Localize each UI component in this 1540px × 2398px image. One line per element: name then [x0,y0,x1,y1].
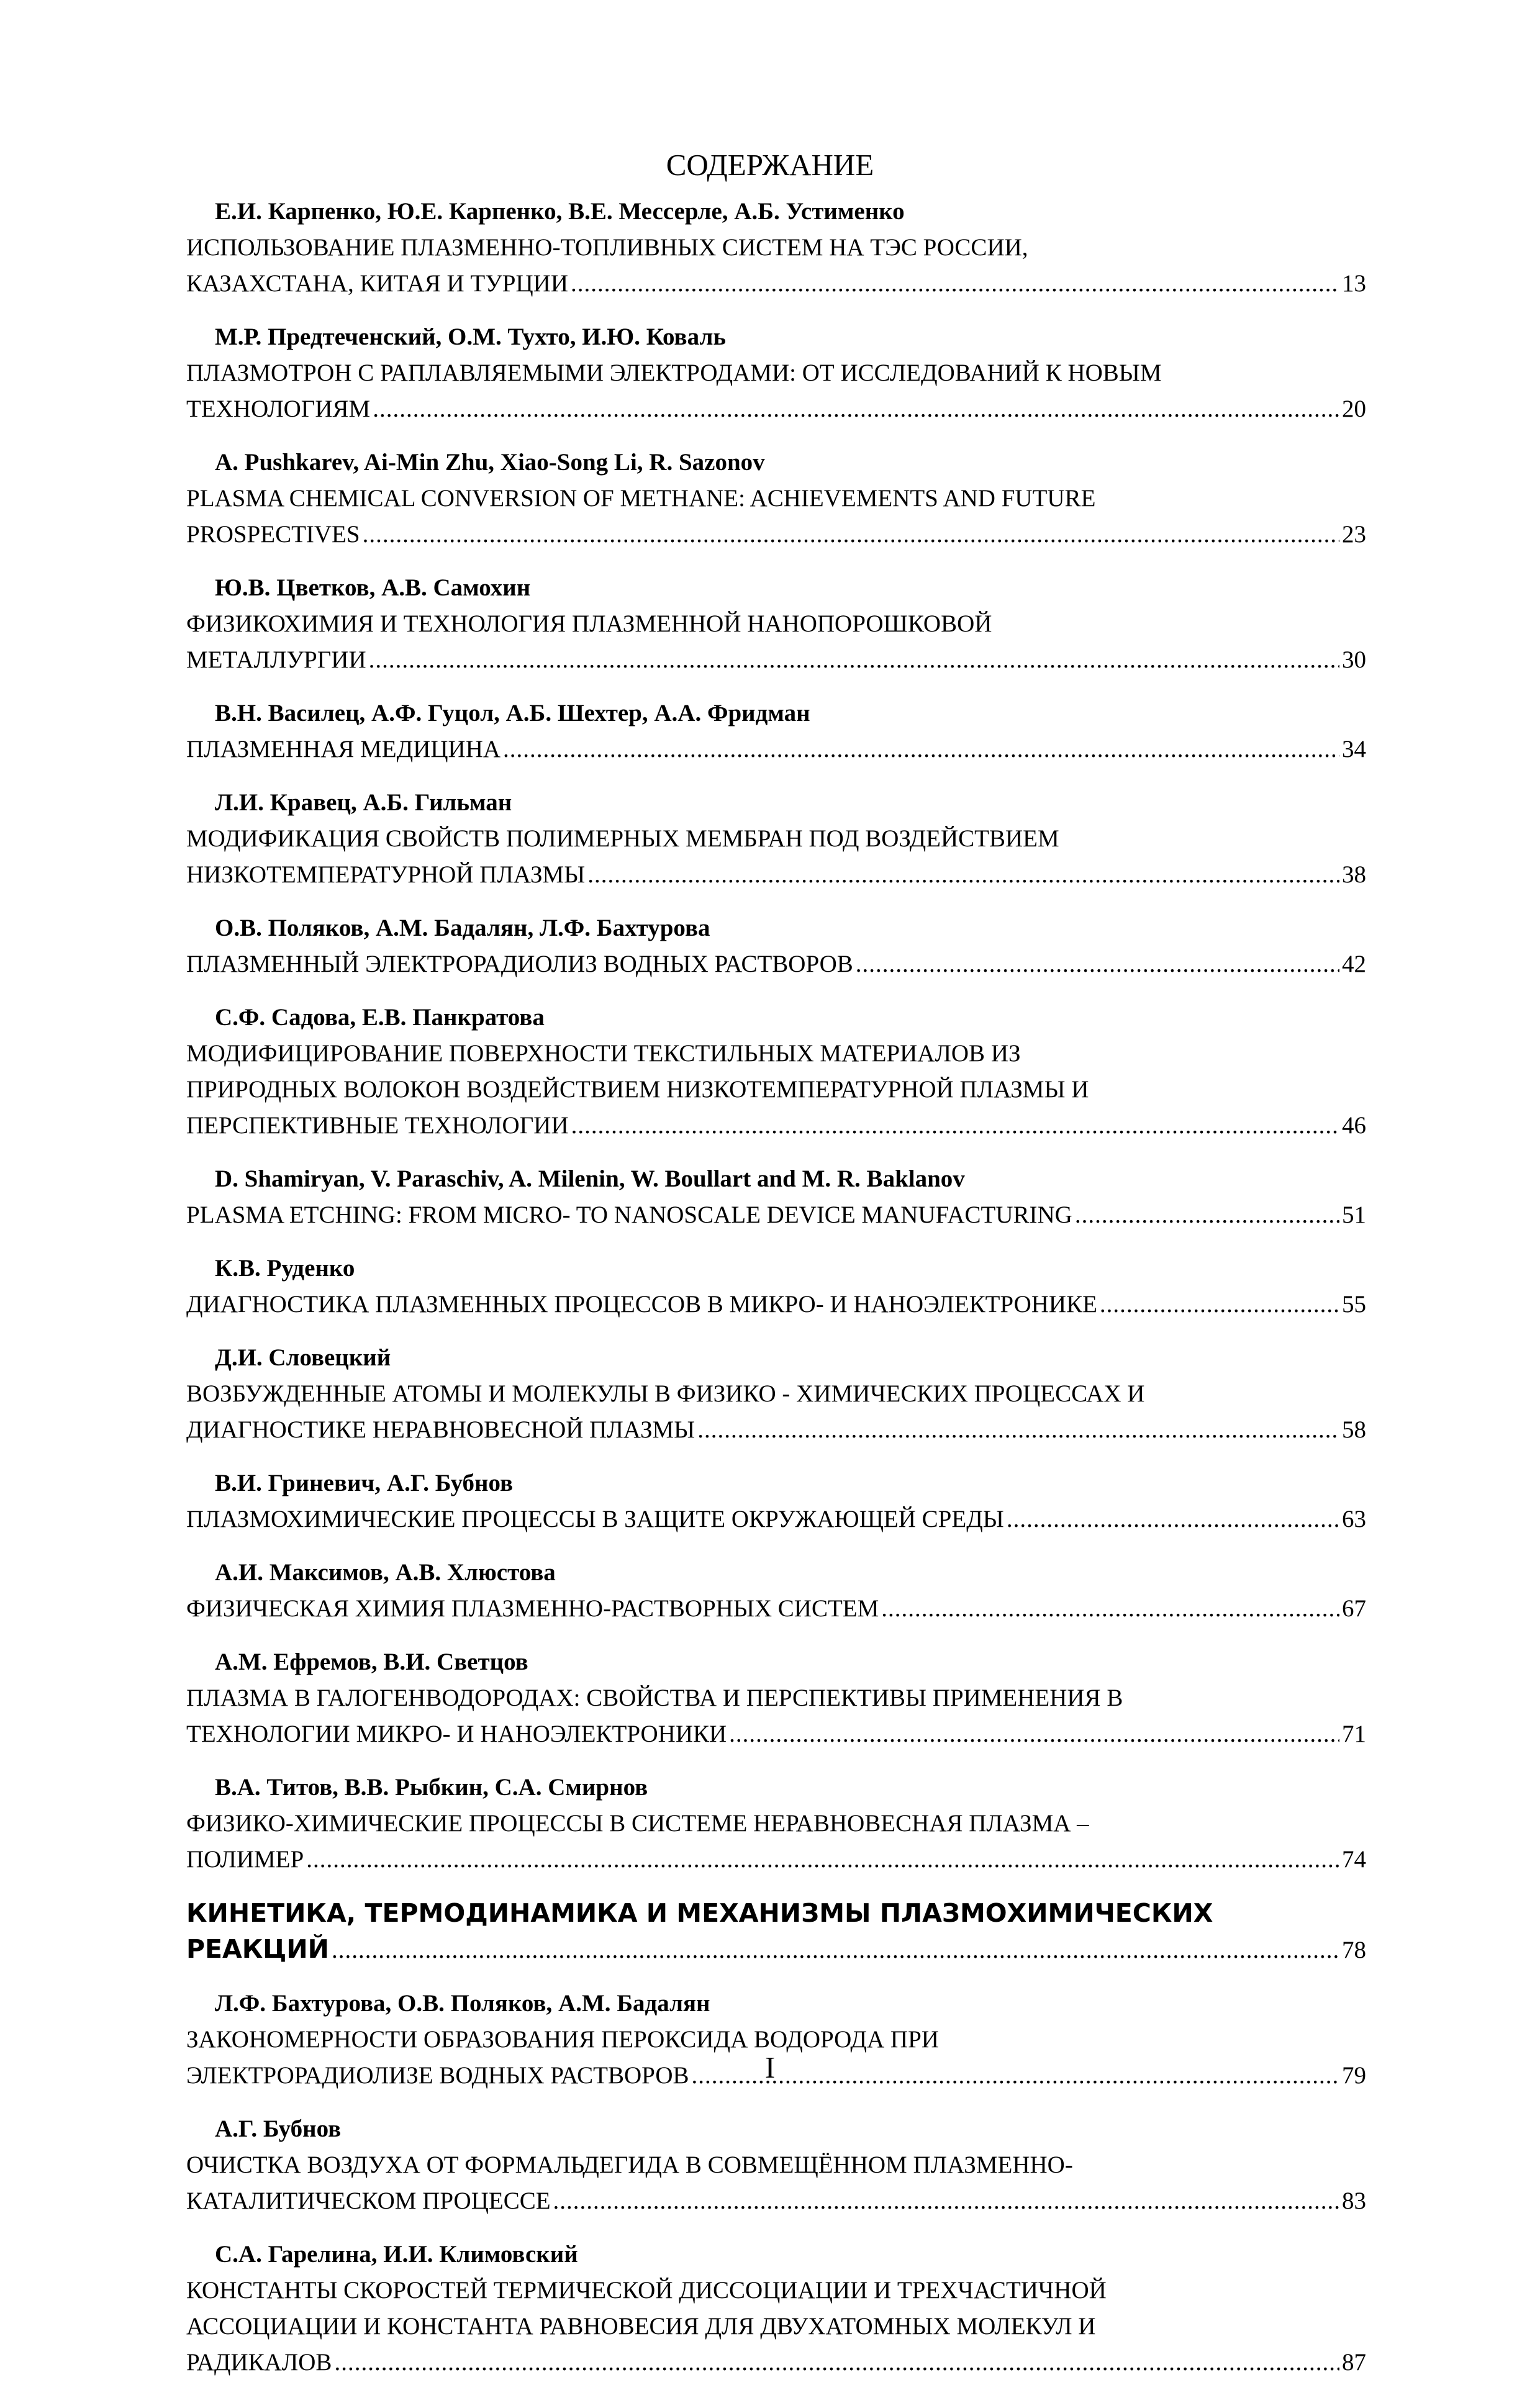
dot-leader [503,731,1339,767]
page-number: I [764,2050,776,2084]
page-ref: 46 [1342,1112,1366,1139]
entry-title-text: PLASMA ETCHING: FROM MICRO- TO NANOSCALE DEVICE MANUFACTURING [186,1201,1072,1228]
page-ref: 20 [1342,396,1366,422]
page-ref: 87 [1342,2349,1366,2376]
toc-entry [186,695,1366,767]
page-ref: 13 [1342,270,1366,297]
dot-leader [553,2183,1339,2219]
entry-title-text: ТЕХНОЛОГИИ МИКРО- И НАНОЭЛЕКТРОНИКИ [186,1721,727,1747]
entry-title-text: РАДИКАЛОВ [186,2349,332,2376]
dot-leader [697,1412,1339,1448]
entry-title-text: ТЕХНОЛОГИЯМ [186,396,371,422]
entry-title-line: PLASMA CHEMICAL CONVERSION OF METHANE: ACHIEVEMENTS AND FUTURE [186,485,1096,512]
entry-authors: В.Н. Василец, А.Ф. Гуцол, А.Б. Шехтер, А.А. Фридман [215,700,810,726]
toc-entry [186,910,1366,982]
entry-authors: Е.И. Карпенко, Ю.Е. Карпенко, В.Е. Мессерле, А.Б. Устименко [215,198,905,225]
toc-entry [186,570,1366,678]
entry-title-text: ПЛАЗМЕННАЯ МЕДИЦИНА [186,736,501,762]
toc-entry [186,2111,1366,2219]
toc-section-heading [186,1895,1366,1968]
entry-title-text: ДИАГНОСТИКА ПЛАЗМЕННЫХ ПРОЦЕССОВ В МИКРО- И НАНОЭЛЕКТРОНИКЕ [186,1291,1097,1318]
entry-authors: Ю.В. Цветков, А.В. Самохин [215,574,531,601]
entry-title-last-line[interactable] [186,2345,1366,2381]
entry-authors: М.Р. Предтеченский, О.М. Тухто, И.Ю. Коваль [215,324,726,350]
entry-title-last-line[interactable] [186,946,1366,982]
entry-authors: А.Г. Бубнов [215,2115,342,2142]
entry-title-last-line[interactable] [186,857,1366,893]
dot-leader [306,1842,1339,1878]
entry-title-text: ПЛАЗМОХИМИЧЕСКИЕ ПРОЦЕССЫ В ЗАЩИТЕ ОКРУЖАЮЩЕЙ СРЕДЫ [186,1506,1004,1532]
dot-leader [729,1716,1339,1752]
toc-group-2 [186,1986,1366,2381]
entry-title-last-line[interactable] [186,1108,1366,1144]
toc-entry [186,1770,1366,1878]
page-ref: 71 [1342,1721,1366,1747]
entry-title-line: МОДИФИЦИРОВАНИЕ ПОВЕРХНОСТИ ТЕКСТИЛЬНЫХ МАТЕРИАЛОВ ИЗ [186,1040,1021,1067]
section-heading-text: РЕАКЦИЙ [186,1934,329,1964]
entry-title-line: ЗАКОНОМЕРНОСТИ ОБРАЗОВАНИЯ ПЕРОКСИДА ВОДОРОДА ПРИ [186,2026,939,2053]
page-ref: 38 [1342,861,1366,888]
toc-entry [186,1555,1366,1627]
dot-leader [881,1591,1339,1627]
page-ref: 78 [1342,1937,1366,1963]
entry-title-text: ПОЛИМЕР [186,1846,304,1873]
entry-title-text: ДИАГНОСТИКЕ НЕРАВНОВЕСНОЙ ПЛАЗМЫ [186,1416,695,1443]
entry-authors: Д.И. Словецкий [215,1344,391,1371]
entry-title-text: PROSPECTIVES [186,521,360,548]
dot-leader [571,266,1339,302]
dot-leader [571,1108,1339,1144]
entry-authors: В.А. Титов, В.В. Рыбкин, С.А. Смирнов [215,1774,648,1801]
entry-title-last-line[interactable] [186,642,1366,678]
dot-leader [369,642,1339,678]
entry-title-line: МОДИФИКАЦИЯ СВОЙСТВ ПОЛИМЕРНЫХ МЕМБРАН ПОД ВОЗДЕЙСТВИЕМ [186,825,1059,852]
entry-title-line: ОЧИСТКА ВОЗДУХА ОТ ФОРМАЛЬДЕГИДА В СОВМЕЩЁННОМ ПЛАЗМЕННО- [186,2151,1073,2178]
dot-leader [334,2345,1339,2381]
entry-title-line: КОНСТАНТЫ СКОРОСТЕЙ ТЕРМИЧЕСКОЙ ДИССОЦИАЦИИ И ТРЕХЧАСТИЧНОЙ [186,2277,1107,2304]
entry-title-last-line[interactable] [186,2183,1366,2219]
entry-title-line: АССОЦИАЦИИ И КОНСТАНТА РАВНОВЕСИЯ ДЛЯ ДВУХАТОМНЫХ МОЛЕКУЛ И [186,2313,1096,2340]
page-ref: 51 [1342,1201,1366,1228]
toc-entry [186,1340,1366,1448]
page-ref: 30 [1342,646,1366,673]
entry-title-text: КАЗАХСТАНА, КИТАЯ И ТУРЦИИ [186,270,568,297]
dot-leader [1007,1501,1339,1537]
toc-entry [186,319,1366,427]
entry-title-last-line[interactable] [186,731,1366,767]
section-heading-line: КИНЕТИКА, ТЕРМОДИНАМИКА И МЕХАНИЗМЫ ПЛАЗМОХИМИЧЕСКИХ [186,1898,1213,1928]
toc-entry [186,1644,1366,1752]
page-ref: 83 [1342,2188,1366,2214]
entry-title-last-line[interactable] [186,1197,1366,1233]
page-ref: 58 [1342,1416,1366,1443]
entry-title-last-line[interactable] [186,1412,1366,1448]
dot-leader [587,857,1339,893]
entry-title-text: КАТАЛИТИЧЕСКОМ ПРОЦЕССЕ [186,2188,551,2214]
entry-authors: С.А. Гарелина, И.И. Климовский [215,2241,578,2268]
dot-leader [856,946,1339,982]
dot-leader [1075,1197,1339,1233]
page-title: СОДЕРЖАНИЕ [666,148,874,182]
entry-title-last-line[interactable] [186,1287,1366,1323]
entry-title-last-line[interactable] [186,1716,1366,1752]
toc-entry [186,1000,1366,1144]
entry-authors: Л.Ф. Бахтурова, О.В. Поляков, А.М. Бадалян [215,1990,710,2017]
section-heading-last[interactable] [186,1931,1366,1968]
dot-leader [373,391,1339,427]
entry-title-line: ИСПОЛЬЗОВАНИЕ ПЛАЗМЕННО-ТОПЛИВНЫХ СИСТЕМ НА ТЭС РОССИИ, [186,234,1028,261]
toc-entry [186,194,1366,302]
entry-title-text: ЭЛЕКТРОРАДИОЛИЗЕ ВОДНЫХ РАСТВОРОВ [186,2062,689,2089]
page-ref: 34 [1342,736,1366,762]
toc-entry [186,445,1366,553]
toc-entry [186,1161,1366,1233]
entry-authors: О.В. Поляков, А.М. Бадалян, Л.Ф. Бахтурова [215,915,710,941]
page-ref: 42 [1342,951,1366,977]
toc-entry [186,785,1366,893]
entry-title-last-line[interactable] [186,517,1366,553]
entry-title-line: ФИЗИКО-ХИМИЧЕСКИЕ ПРОЦЕССЫ В СИСТЕМЕ НЕРАВНОВЕСНАЯ ПЛАЗМА – [186,1810,1089,1837]
toc-group-1 [186,194,1366,1878]
entry-title-last-line[interactable] [186,266,1366,302]
toc-entry [186,2237,1366,2381]
entry-title-text: ПЛАЗМЕННЫЙ ЭЛЕКТРОРАДИОЛИЗ ВОДНЫХ РАСТВОРОВ [186,951,853,977]
entry-title-last-line[interactable] [186,1591,1366,1627]
entry-authors: В.И. Гриневич, А.Г. Бубнов [215,1470,514,1496]
entry-authors: Л.И. Кравец, А.Б. Гильман [215,789,512,816]
entry-title-line: ПРИРОДНЫХ ВОЛОКОН ВОЗДЕЙСТВИЕМ НИЗКОТЕМПЕРАТУРНОЙ ПЛАЗМЫ И [186,1076,1089,1103]
entry-authors: А.И. Максимов, А.В. Хлюстова [215,1559,556,1586]
toc-entry [186,1251,1366,1323]
entry-title-line: ФИЗИКОХИМИЯ И ТЕХНОЛОГИЯ ПЛАЗМЕННОЙ НАНОПОРОШКОВОЙ [186,610,992,637]
dot-leader [332,1932,1339,1968]
entry-title-text: ПЕРСПЕКТИВНЫЕ ТЕХНОЛОГИИ [186,1112,569,1139]
toc-entry [186,1465,1366,1537]
entry-title-line: ВОЗБУЖДЕННЫЕ АТОМЫ И МОЛЕКУЛЫ В ФИЗИКО - ХИМИЧЕСКИХ ПРОЦЕССАХ И [186,1380,1145,1407]
page-ref: 23 [1342,521,1366,548]
entry-authors: С.Ф. Садова, Е.В. Панкратова [215,1004,545,1031]
entry-title-line: ПЛАЗМОТРОН С РАПЛАВЛЯЕМЫМИ ЭЛЕКТРОДАМИ: ОТ ИССЛЕДОВАНИЙ К НОВЫМ [186,360,1162,386]
page-ref: 67 [1342,1595,1366,1622]
entry-title-text: ФИЗИЧЕСКАЯ ХИМИЯ ПЛАЗМЕННО-РАСТВОРНЫХ СИСТЕМ [186,1595,879,1622]
entry-title-text: МЕТАЛЛУРГИИ [186,646,366,673]
entry-title-last-line[interactable] [186,1501,1366,1537]
page-ref: 55 [1342,1291,1366,1318]
entry-authors: А.М. Ефремов, В.И. Светцов [215,1649,528,1675]
entry-title-line: ПЛАЗМА В ГАЛОГЕНВОДОРОДАХ: СВОЙСТВА И ПЕРСПЕКТИВЫ ПРИМЕНЕНИЯ В [186,1685,1123,1711]
page-ref: 63 [1342,1506,1366,1532]
entry-authors: К.В. Руденко [215,1255,355,1282]
dot-leader [363,517,1339,553]
page-ref: 79 [1342,2062,1366,2089]
dot-leader [1100,1287,1339,1323]
entry-title-last-line[interactable] [186,1842,1366,1878]
entry-title-text: НИЗКОТЕМПЕРАТУРНОЙ ПЛАЗМЫ [186,861,586,888]
entry-authors: D. Shamiryan, V. Paraschiv, A. Milenin, W. Boullart and M. R. Baklanov [215,1165,965,1192]
entry-title-last-line[interactable] [186,391,1366,427]
page-ref: 74 [1342,1846,1366,1873]
entry-authors: A. Pushkarev, Ai-Min Zhu, Xiao-Song Li, R. Sazonov [215,449,765,476]
